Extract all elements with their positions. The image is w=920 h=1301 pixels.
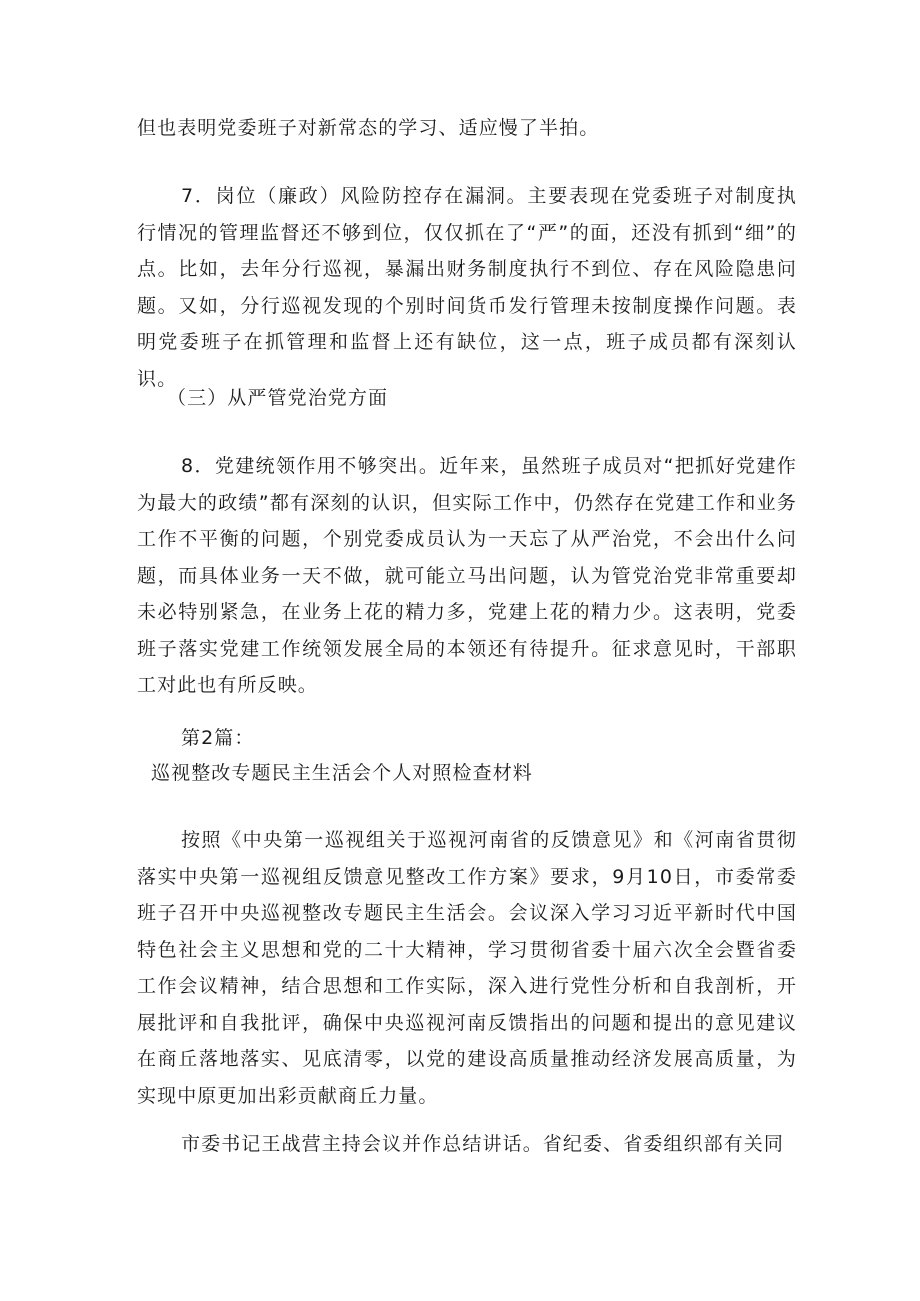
paragraph-continuation: 但也表明党委班子对新常态的学习、适应慢了半拍。 xyxy=(137,117,600,139)
section-heading-3: （三）从严管党治党方面 xyxy=(167,387,389,409)
part-2-title: 巡视整改专题民主生活会个人对照检查材料 xyxy=(151,762,533,784)
paragraph-item-7: 7．岗位（廉政）风险防控存在漏洞。主要表现在党委班子对制度执行情况的管理监督还不够到位，仅仅抓在了“严”的面，还没有抓到“细”的点。比如，去年分行巡视，暴漏出财务制度执行不到位、存在风险隐患问题。又如，分行巡视发现的个别时间货币发行管理未按制度操作问题。表明党委班子在抓管理和监督上还有缺位，这一点，班子成员都有深刻认识。 xyxy=(137,185,797,390)
paragraph-item-8: 8．党建统领作用不够突出。近年来，虽然班子成员对“把抓好党建作为最大的政绩”都有深刻的认识，但实际工作中，仍然存在党建工作和业务工作不平衡的问题，个别党委成员认为一天忘了从严治党，不会出什么问题，而具体业务一天不做，就可能立马出问题，认为管党治党非常重要却未必特别紧急，在业务上花的精力多，党建上花的精力少。这表明，党委班子落实党建工作统领发展全局的本领还有待提升。征求意见时，干部职工对此也有所反映。 xyxy=(137,455,797,696)
paragraph-last: 市委书记王战营主持会议并作总结讲话。省纪委、省委组织部有关同 xyxy=(181,1133,785,1155)
part-2-label: 第2篇： xyxy=(181,727,255,749)
paragraph-intro: 按照《中央第一巡视组关于巡视河南省的反馈意见》和《河南省贯彻落实中央第一巡视组反馈意见整改工作方案》要求，9月10日，市委常委班子召开中央巡视整改专题民主生活会。会议深入学习习近平新时代中国特色社会主义思想和党的二十大精神，学习贯彻省委十届六次全会暨省委工作会议精神，结合思想和工作实际，深入进行党性分析和自我剖析，开展批评和自我批评，确保中央巡视河南反馈指出的问题和提出的意见建议在商丘落地落实、见底清零，以党的建设高质量推动经济发展高质量，为实现中原更加出彩贡献商丘力量。 xyxy=(137,829,797,1107)
